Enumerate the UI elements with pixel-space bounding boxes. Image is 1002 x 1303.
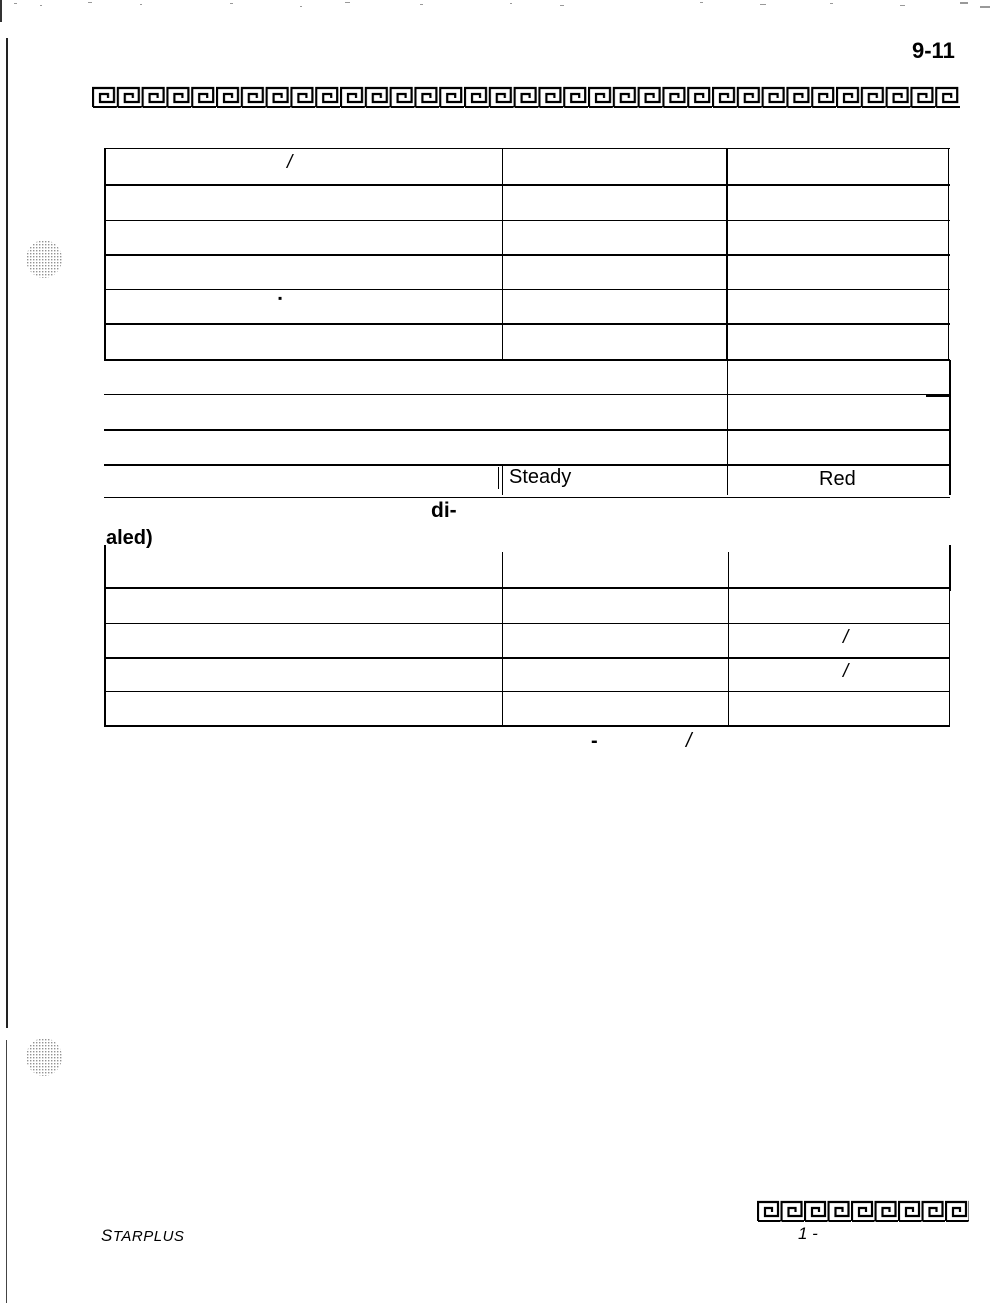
binder-hole-icon — [24, 238, 64, 280]
binder-hole-icon — [24, 1036, 64, 1078]
table-fragment-dot: ▪ — [278, 291, 283, 305]
page-number: 9-11 — [912, 38, 955, 63]
below-table-dash: - — [591, 730, 598, 752]
footer-brand — [101, 1226, 184, 1246]
footer-page-ref: 1 - — [798, 1224, 818, 1243]
table-fragment-di: di- — [431, 499, 457, 522]
footer-brand-rest: TARPLUS — [112, 1228, 185, 1245]
below-table-slash: / — [686, 730, 692, 752]
table-fragment-aled: aled) — [106, 527, 153, 549]
table-fragment-slash: / — [843, 661, 849, 682]
table-cell-steady — [498, 466, 571, 489]
greek-key-border — [757, 1200, 969, 1222]
scan-speckle — [0, 0, 1002, 10]
table-fragment-slash: / — [287, 152, 293, 173]
greek-key-border — [92, 86, 960, 108]
scan-margin-line — [6, 1040, 7, 1303]
scan-margin-line — [6, 38, 8, 1028]
table-cell-red: Red — [819, 468, 856, 490]
scan-edge-mark — [0, 0, 2, 22]
table-fragment-slash: / — [843, 627, 849, 648]
footer-brand-initial: S — [101, 1226, 113, 1245]
table-cell-steady-text: Steady — [509, 466, 572, 488]
table-cell-divider — [498, 467, 499, 489]
